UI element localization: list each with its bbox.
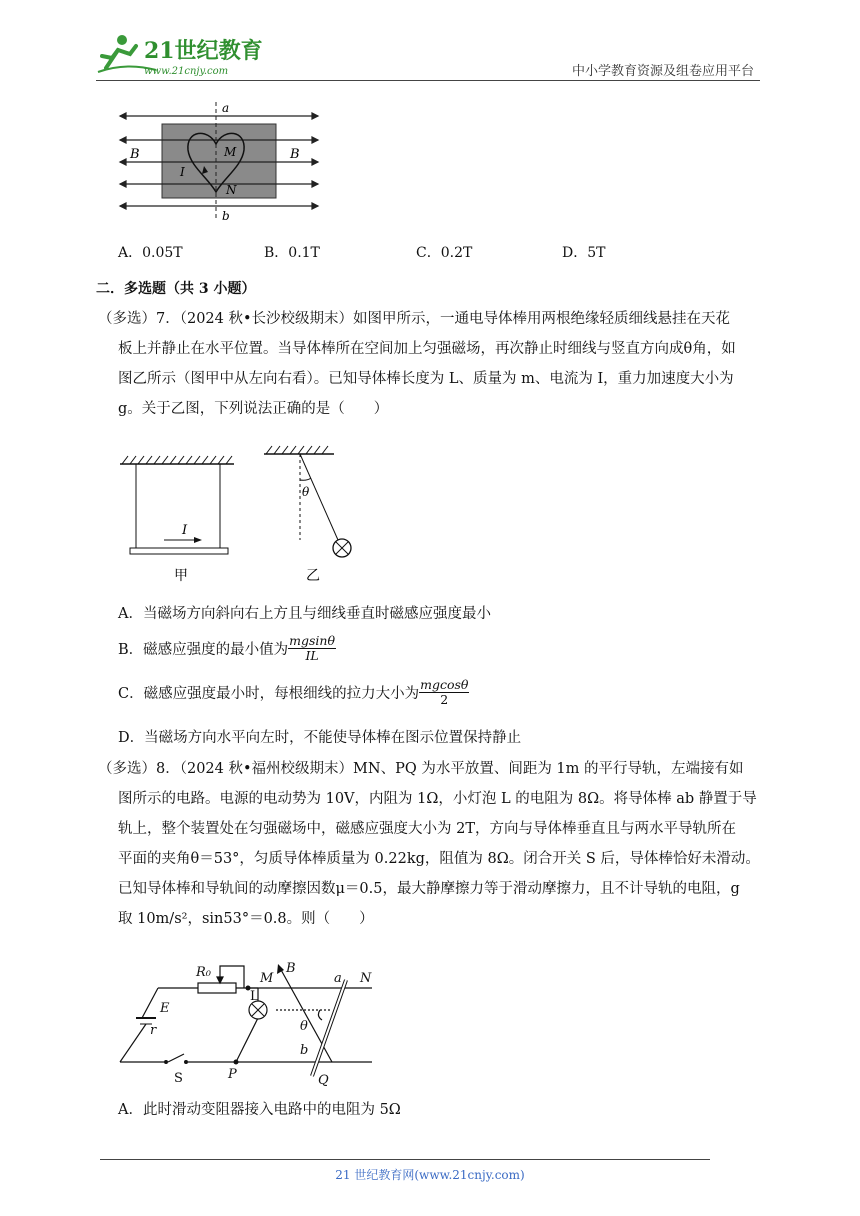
q7-option-a: A．当磁场方向斜向右上方且与细线垂直时磁感应强度最小	[118, 606, 491, 622]
q8-line-4: 平面的夹角θ＝53°，匀质导体棒质量为 0.22kg，阻值为 8Ω。闭合开关 S 后，导体棒恰好未滑动。	[118, 851, 760, 867]
q7-label-theta: θ	[302, 485, 310, 499]
q8-circuit-figure	[116, 958, 378, 1086]
q6-option-a: A．0.05T	[118, 245, 183, 261]
q7-line-2: 板上并静止在水平位置。当导体棒所在空间加上匀强磁场，再次静止时细线与竖直方向成θ角，如	[118, 341, 736, 357]
q7-label-I: I	[182, 523, 188, 538]
q7-option-b-text: B．磁感应强度的最小值为	[118, 642, 289, 658]
q6-option-c: C．0.2T	[416, 245, 473, 261]
q7-option-b-fraction	[288, 634, 336, 663]
label-I: I	[180, 165, 185, 179]
footer-divider	[100, 1159, 710, 1160]
q6-option-b: B．0.1T	[264, 245, 320, 261]
q7-line-3: 图乙所示（图甲中从左向右看）。已知导体棒长度为 L、质量为 m、电流为 I，重力加速度大小为	[118, 371, 734, 387]
q6-option-d: D．5T	[562, 245, 606, 261]
q8-line-6: 取 10m/s²，sin53°＝0.8。则（ ）	[118, 911, 374, 927]
q8-line-1: （多选）8．（2024 秋•福州校级期末）MN、PQ 为水平放置、间距为 1m 的平行导轨，左端接有如	[98, 761, 744, 777]
label-M: M	[224, 145, 237, 159]
q8-line-3: 轨上，整个装置处在匀强磁场中，磁感应强度大小为 2T，方向与导体棒垂直且与两水平导轨所在	[118, 821, 737, 837]
q7-text	[98, 304, 764, 424]
label-b: b	[300, 1043, 309, 1058]
label-R0: R₀	[196, 965, 211, 980]
label-N: N	[226, 183, 237, 197]
label-L: L	[250, 989, 259, 1004]
label-B-right: B	[290, 147, 300, 162]
section-title: 二．多选题（共 3 小题）	[96, 281, 256, 297]
q7-figure	[116, 444, 366, 588]
label-a: a	[334, 971, 342, 986]
label-S: S	[174, 1071, 183, 1086]
q7-option-c-fraction	[419, 678, 469, 707]
label-r: r	[150, 1023, 157, 1038]
label-N: N	[360, 971, 372, 986]
label-theta: θ	[300, 1019, 308, 1034]
q7-line-1: （多选）7．（2024 秋•长沙校级期末）如图甲所示，一通电导体棒用两根绝缘轻质细线悬挂在天花	[98, 311, 731, 327]
fraction-numerator: mgcosθ	[420, 677, 469, 692]
label-B-left: B	[130, 147, 140, 162]
header-divider	[96, 80, 760, 81]
q7-label-yi: 乙	[306, 568, 320, 584]
label-a: a	[222, 101, 230, 115]
logo-url: www.21cnjy.com	[144, 66, 229, 77]
footer-link[interactable]: 21 世纪教育网(www.21cnjy.com)	[335, 1168, 525, 1182]
label-M: M	[260, 971, 274, 986]
q6-figure	[112, 100, 324, 224]
q8-option-a: A．此时滑动变阻器接入电路中的电阻为 5Ω	[118, 1102, 401, 1118]
logo-title: 21世纪教育	[144, 38, 263, 64]
fraction-denominator: IL	[305, 648, 319, 663]
q8-text	[98, 754, 764, 934]
fraction-numerator: mgsinθ	[289, 633, 335, 648]
q7-option-c-text: C．磁感应强度最小时，每根细线的拉力大小为	[118, 686, 420, 702]
label-b: b	[222, 209, 230, 223]
label-Q: Q	[318, 1073, 329, 1086]
label-E: E	[160, 1001, 170, 1016]
q7-option-b	[118, 634, 336, 663]
q8-line-5: 已知导体棒和导轨间的动摩擦因数μ＝0.5，最大静摩擦力等于滑动摩擦力，且不计导轨的电阻，g	[118, 881, 740, 897]
q7-option-d: D．当磁场方向水平向左时，不能使导体棒在图示位置保持静止	[118, 730, 522, 746]
q8-line-2: 图所示的电路。电源的电动势为 10V，内阻为 1Ω，小灯泡 L 的电阻为 8Ω。将导体棒 ab 静置于导	[118, 791, 757, 807]
q7-line-4: g。关于乙图，下列说法正确的是（ ）	[118, 401, 389, 417]
site-logo	[96, 28, 266, 78]
platform-name: 中小学教育资源及组卷应用平台	[571, 64, 754, 79]
label-P: P	[228, 1067, 237, 1082]
fraction-denominator: 2	[440, 692, 449, 707]
q7-label-jia: 甲	[174, 568, 188, 584]
label-B: B	[286, 961, 296, 976]
q7-option-c	[118, 678, 469, 707]
